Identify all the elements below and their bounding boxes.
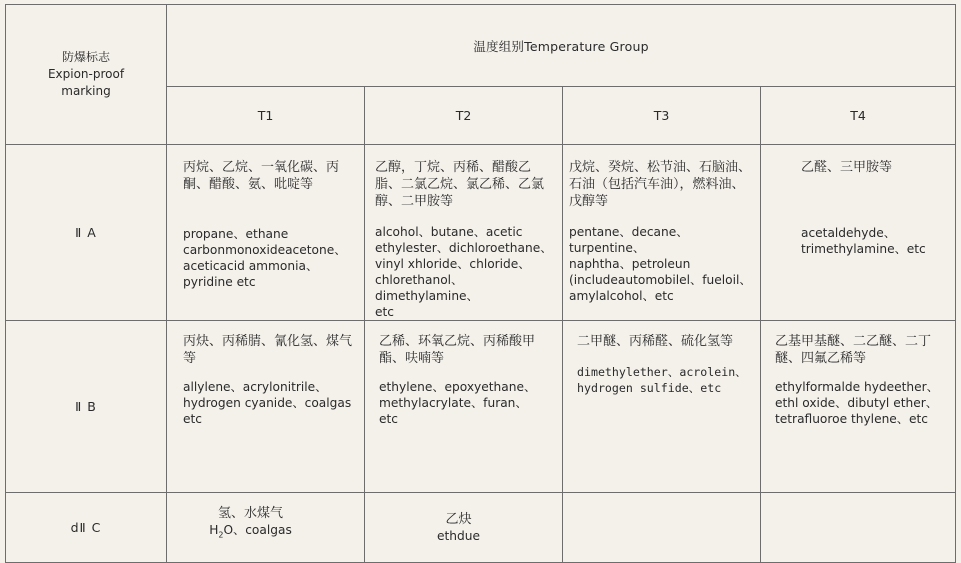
- group-header-t3: T3: [563, 87, 761, 145]
- row-label-iia: Ⅱ A: [6, 145, 167, 321]
- cell-cn-text: 二甲醚、丙稀醛、硫化氢等: [577, 334, 734, 349]
- formula-rest: O、coalgas: [223, 523, 292, 537]
- cell-en-line: propane、ethane: [183, 227, 289, 241]
- marking-header-cn: 防爆标志: [61, 50, 110, 64]
- row-label-diic: dⅡ C: [6, 493, 167, 563]
- cell-en-line: aceticacid ammonia、: [183, 259, 319, 273]
- marking-header-en-1: Expion-proof: [47, 67, 125, 81]
- cell-cn-text: 戊烷、癸烷、松节油、石脑油、石油（包括汽车油），燃料油、戊醇等: [569, 160, 752, 209]
- cell-iib-t3: [563, 321, 761, 493]
- temperature-group-table: [5, 4, 956, 563]
- cell-en-line: alcohol、butane、acetic: [375, 225, 523, 239]
- cell-iib-t4: [761, 321, 956, 493]
- cell-en-line: etc: [183, 412, 202, 426]
- cell-en-line: chlorethanol、dimethylamine、: [375, 273, 479, 303]
- cell-iia-t1: [167, 145, 365, 321]
- cell-cn-text: 乙醇，丁烷、丙稀、醋酸乙脂、二氯乙烷、氯乙稀、乙氯醇、二甲胺等: [375, 160, 545, 209]
- table-row: [6, 321, 956, 493]
- cell-en-line: [167, 522, 334, 543]
- cell-diic-t3: [563, 493, 761, 563]
- cell-diic-t4: [761, 493, 956, 563]
- cell-en-line: ethdue: [437, 529, 480, 543]
- cell-en-line: allylene、acrylonitrile、: [183, 380, 328, 394]
- cell-cn-text: 丙烷、乙烷、一氧化碳、丙酮、醋酸、氨、吡啶等: [183, 160, 340, 192]
- cell-en-line: etc: [379, 412, 398, 426]
- table-row: [6, 145, 956, 321]
- cell-en-line: amylalcohol、etc: [569, 289, 674, 303]
- cell-en-line: methylacrylate、furan、: [379, 396, 528, 410]
- cell-cn-text: 乙稀、环氧乙烷、丙稀酸甲酯、呋喃等: [379, 334, 536, 366]
- group-header-t4: T4: [761, 87, 956, 145]
- marking-header-en-2: marking: [61, 84, 111, 98]
- cell-en-line: acetaldehyde、: [801, 226, 896, 240]
- group-header-t2: T2: [365, 87, 563, 145]
- cell-en-line: carbonmonoxideacetone、: [183, 243, 347, 257]
- group-header-t1: T1: [167, 87, 365, 145]
- cell-en-line: naphtha、petroleun: [569, 257, 691, 271]
- cell-diic-t1: [167, 493, 365, 563]
- cell-iib-t1: [167, 321, 365, 493]
- cell-en-line: trimethylamine、etc: [801, 242, 926, 256]
- cell-en-line: ethylester、dichloroethane、: [375, 241, 553, 255]
- cell-cn-text: 乙基甲基醚、二乙醚、二丁醚、四氟乙稀等: [775, 334, 932, 366]
- cell-cn-text: 丙炔、丙稀腈、氰化氢、煤气等: [183, 334, 353, 366]
- cell-cn-text: 氢、水煤气: [217, 506, 283, 521]
- cell-en-line: (includeautomobilel、fueloil、: [569, 273, 752, 287]
- table-row: [6, 493, 956, 563]
- cell-en-line: ethylene、epoxyethane、: [379, 380, 537, 394]
- cell-en-line: vinyl xhloride、chloride、: [375, 257, 531, 271]
- cell-en-line: pyridine etc: [183, 275, 256, 289]
- formula-subscript: 2: [218, 530, 224, 540]
- marking-header: [6, 5, 167, 145]
- cell-diic-t2: [365, 493, 563, 563]
- row-label-iib: Ⅱ B: [6, 321, 167, 493]
- formula-h: H: [209, 523, 219, 537]
- temperature-group-header: 温度组别Temperature Group: [167, 5, 956, 87]
- cell-en-line: pentane、decane、turpentine、: [569, 225, 689, 255]
- cell-iia-t2: [365, 145, 563, 321]
- cell-en-line: tetrafluoroe thylene、etc: [775, 412, 928, 426]
- cell-cn-text: 乙炔: [445, 512, 472, 527]
- cell-cn-text: 乙醛、三甲胺等: [801, 160, 893, 175]
- cell-en-line: etc: [375, 305, 394, 319]
- cell-en-line: hydrogen cyanide、coalgas: [183, 396, 352, 410]
- cell-en-line: hydrogen sulfide、etc: [577, 381, 722, 395]
- cell-en-line: dimethylether、acrolein、: [577, 365, 747, 379]
- cell-iib-t2: [365, 321, 563, 493]
- cell-iia-t4: [761, 145, 956, 321]
- cell-en-line: ethl oxide、dibutyl ether、: [775, 396, 938, 410]
- cell-iia-t3: [563, 145, 761, 321]
- cell-en-line: ethylformalde hydeether、: [775, 380, 939, 394]
